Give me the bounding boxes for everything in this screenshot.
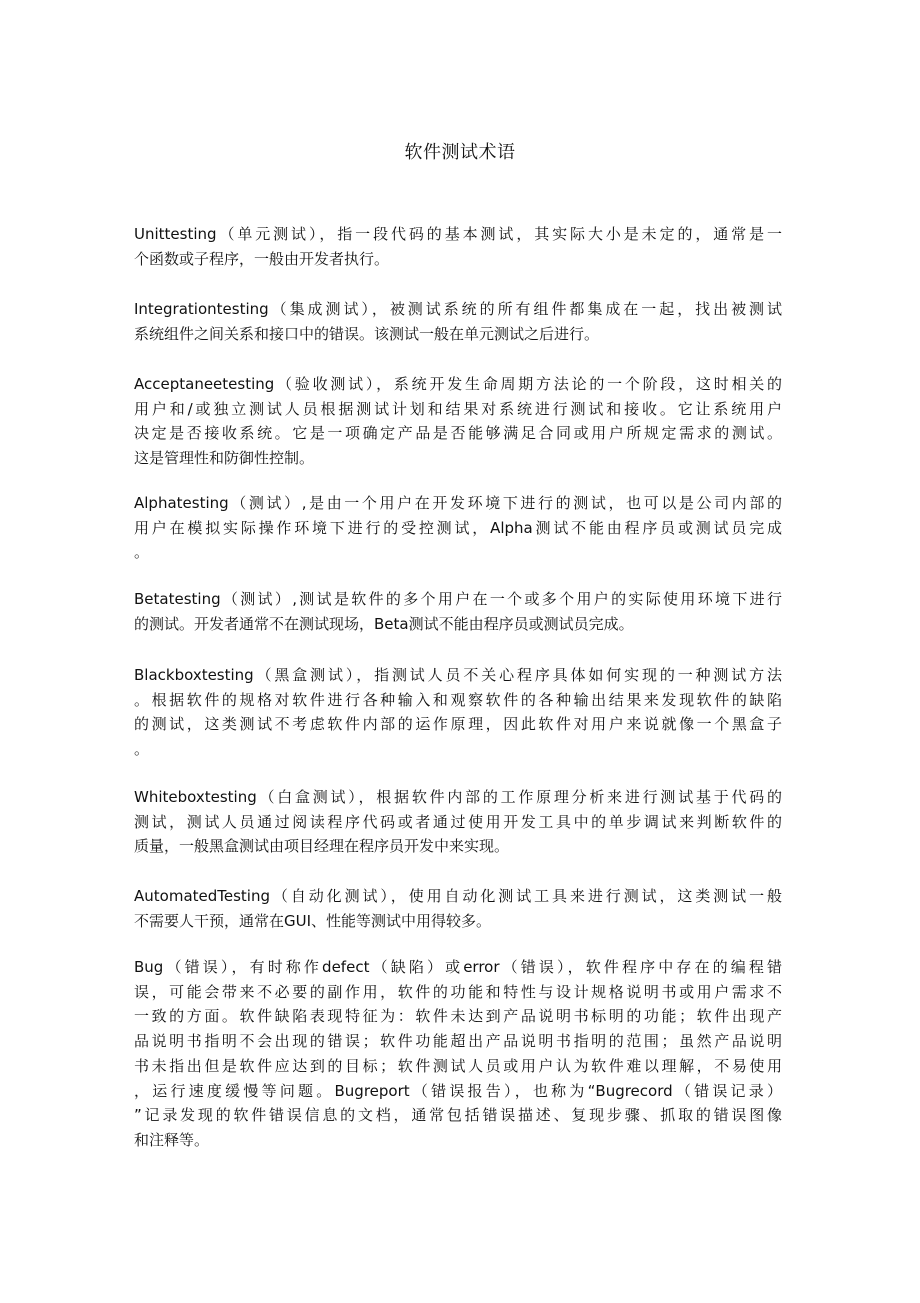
text-line: 这是管理性和防御性控制。	[134, 449, 315, 468]
paragraph-blackbox-testing	[134, 663, 782, 762]
paragraph-automated-testing	[134, 884, 782, 933]
text-line: 个函数或子程序，一般由开发者执行。	[134, 249, 390, 268]
text-line: 决定是否接收系统。它是一项确定产品是否能够满足合同或用户所规定需求的测试。	[134, 424, 782, 443]
text-line: Bug（错误），有时称作defect（缺陷）或error（错误），软件程序中存在的编程错	[134, 958, 782, 976]
text-line: 系统组件之间关系和接口中的错误。该测试一般在单元测试之后进行。	[134, 324, 600, 343]
text-line: 书未指出但是软件应达到的目标；软件测试人员或用户认为软件难以理解，不易使用	[134, 1056, 782, 1075]
text-line: 品说明书指明不会出现的错误；软件功能超出产品说明书指明的范围；虽然产品说明	[134, 1032, 782, 1051]
paragraph-beta-testing	[134, 587, 782, 636]
text-line: Betatesting（测试）,测试是软件的多个用户在一个或多个用户的实际使用环境下进行	[134, 590, 782, 608]
text-line: 用户和/或独立测试人员根据测试计划和结果对系统进行测试和接收。它让系统用户	[134, 399, 782, 418]
text-line: Whiteboxtesting（白盒测试），根据软件内部的工作原理分析来进行测试基于代码的	[134, 788, 782, 806]
text-line: 测试，测试人员通过阅读程序代码或者通过使用开发工具中的单步调试来判断软件的	[134, 812, 782, 831]
text-line: ”记录发现的软件错误信息的文档，通常包括错误描述、复现步骤、抓取的错误图像	[134, 1106, 782, 1125]
paragraph-bug	[134, 955, 782, 1153]
text-line: 。	[134, 740, 150, 759]
text-line: AutomatedTesting（自动化测试），使用自动化测试工具来进行测试，这类测试一般	[134, 887, 782, 905]
text-line: 的测试，这类测试不考虑软件内部的运作原理，因此软件对用户来说就像一个黑盒子	[134, 715, 782, 734]
text-line: 一致的方面。软件缺陷表现特征为：软件未达到产品说明书标明的功能；软件出现产	[134, 1007, 782, 1026]
paragraph-unit-testing	[134, 222, 782, 271]
text-line: Alphatesting（测试）,是由一个用户在开发环境下进行的测试，也可以是公司内部的	[134, 494, 782, 512]
text-line: 。根据软件的规格对软件进行各种输入和观察软件的各种输出结果来发现软件的缺陷	[134, 690, 782, 709]
text-line: 不需要人干预，通常在GUI、性能等测试中用得较多。	[134, 911, 492, 930]
text-line: ，运行速度缓慢等问题。Bugreport（错误报告），也称为“Bugrecord（错误记录）	[134, 1081, 782, 1100]
text-line: Integrationtesting（集成测试），被测试系统的所有组件都集成在一起，找出被测试	[134, 300, 782, 318]
text-line: Acceptaneetesting（验收测试），系统开发生命周期方法论的一个阶段，这时相关的	[134, 375, 782, 393]
document-title: 软件测试术语	[404, 142, 516, 163]
paragraph-acceptance-testing	[134, 372, 782, 471]
text-line: 质量，一般黑盒测试由项目经理在程序员开发中来实现。	[134, 837, 510, 856]
text-line: 。	[134, 543, 150, 562]
paragraph-alpha-testing	[134, 491, 782, 565]
text-line: 的测试。开发者通常不在测试现场，Beta测试不能由程序员或测试员完成。	[134, 614, 634, 633]
paragraph-integration-testing	[134, 297, 782, 346]
text-line: 和注释等。	[134, 1130, 210, 1149]
paragraph-whitebox-testing	[134, 785, 782, 859]
text-line: Unittesting（单元测试），指一段代码的基本测试，其实际大小是未定的，通常是一	[134, 225, 782, 243]
text-line: 误，可能会带来不必要的副作用，软件的功能和特性与设计规格说明书或用户需求不	[134, 982, 782, 1001]
text-line: 用户在模拟实际操作环境下进行的受控测试，Alpha测试不能由程序员或测试员完成	[134, 518, 782, 537]
text-line: Blackboxtesting（黑盒测试），指测试人员不关心程序具体如何实现的一种测试方法	[134, 666, 782, 684]
